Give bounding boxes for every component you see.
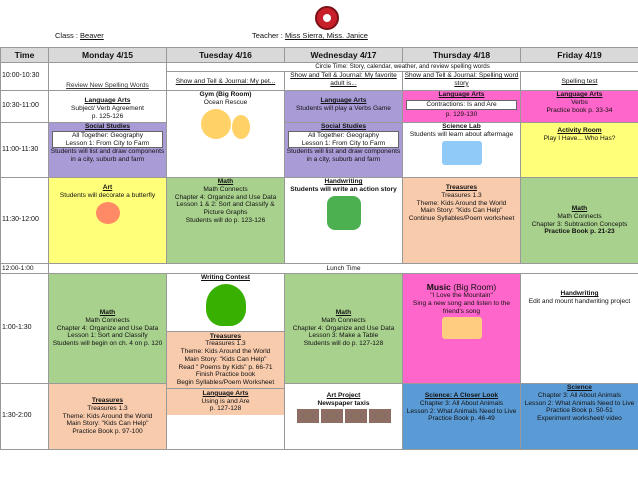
fri-r3-line1: Play I Have... Who Has? bbox=[543, 134, 616, 142]
thu-r2-line1: Contractions: Is and Are bbox=[406, 100, 517, 110]
taxi-photo-3-icon bbox=[345, 409, 367, 423]
time-cell: 10:00-10:30 bbox=[1, 63, 49, 91]
wed-r4-line1: Students will write an action story bbox=[290, 185, 397, 193]
wed-r5-line4: Students will do p. 127-128 bbox=[303, 340, 384, 348]
mon-r6-line3: Main Story: "Kids Can Help" bbox=[66, 420, 149, 428]
science-lab-icon bbox=[442, 141, 482, 165]
mon-r3-cell bbox=[49, 123, 167, 178]
mon-r4-cell bbox=[49, 178, 167, 264]
mon-r2-cell bbox=[49, 91, 167, 123]
gym-kid-icon bbox=[232, 115, 250, 139]
fri-r4-cell bbox=[521, 178, 638, 264]
tue2-r5-line5: Finish Practice book bbox=[195, 371, 256, 379]
mon-r5-line3: Lesson 1: Sort and Classify bbox=[67, 332, 148, 340]
tue-r3-line2: Chapter 4: Organize and Use Data bbox=[174, 193, 277, 201]
mon-r5-cell bbox=[49, 274, 167, 384]
thu-r2-cell bbox=[403, 91, 521, 123]
wed-r2-line1: Students will play a Verbs Game bbox=[296, 104, 391, 112]
tue-r5-treasures bbox=[167, 331, 284, 388]
fri-r6-line1: Chapter 3: All About Animals bbox=[537, 391, 622, 399]
tue-r6-line2: p. 127-128 bbox=[209, 405, 242, 413]
wed-r3-title: Social Studies bbox=[320, 123, 367, 130]
class-label-text: Class : bbox=[55, 31, 81, 40]
tue-r3-title: Math bbox=[217, 178, 234, 185]
taxi-photo-2-icon bbox=[321, 409, 343, 423]
thu-r5-title: Music bbox=[426, 282, 451, 292]
butterfly-icon bbox=[96, 202, 120, 224]
thu-r6-line1: Chapter 3: All About Animals bbox=[419, 399, 504, 407]
tue-r1-text: Show and Tell & Journal: My pet... bbox=[167, 72, 285, 90]
table-row bbox=[1, 91, 638, 123]
mon-r3-title: Social Studies bbox=[84, 123, 131, 130]
wed-r4-cell bbox=[285, 178, 403, 264]
kids-playing-icon bbox=[201, 109, 231, 139]
col-header-friday: Friday 4/19 bbox=[521, 48, 638, 63]
lunch-cell: Lunch Time bbox=[49, 264, 638, 274]
tue2-r5-line4: Read " Poems by Kids" p. 66-71 bbox=[178, 363, 273, 371]
pencil-character-icon bbox=[327, 196, 361, 230]
music-kids-icon bbox=[442, 317, 482, 339]
wed-r3-line2: Lesson 1: From City to Farm bbox=[301, 139, 386, 147]
wed-r6-line1: Newspaper taxis bbox=[317, 399, 370, 407]
mon-r4-line1: Students will decorate a butterfly bbox=[59, 191, 156, 199]
class-label bbox=[55, 31, 104, 40]
thu-r4-line1: Treasures 1.3 bbox=[441, 191, 482, 199]
mon-r5-line4: Students will begin on ch. 4 on p. 120 bbox=[52, 340, 163, 348]
mon-r6-line2: Theme: Kids Around the World bbox=[62, 412, 153, 420]
mon-r5-title: Math bbox=[99, 309, 116, 317]
table-row bbox=[1, 123, 638, 178]
fri-r3-title: Activity Room bbox=[557, 127, 602, 134]
teacher-label bbox=[252, 31, 368, 40]
thu-r2-line2: p. 129-130 bbox=[445, 110, 478, 118]
frog-writer-icon bbox=[206, 284, 246, 326]
mon-r5-line2: Chapter 4: Organize and Use Data bbox=[56, 324, 159, 332]
wed-r5-title: Math bbox=[335, 309, 352, 317]
tue-r2-title: Gym (Big Room) bbox=[199, 91, 252, 98]
fri-r4-line2: Chapter 3: Subtraction Concepts bbox=[531, 220, 628, 228]
wed-r3-cell bbox=[285, 123, 403, 178]
wed-r6-cell bbox=[285, 384, 403, 450]
wed-r5-line3: Lesson 3: Make a Table bbox=[308, 332, 379, 340]
fri-r2-line1: Verbs bbox=[571, 98, 588, 106]
tue-r3-line1: Math Connects bbox=[203, 185, 248, 193]
fri-r6-title: Science bbox=[567, 384, 592, 391]
thu-r3-cell bbox=[403, 123, 521, 178]
wed-r2-cell bbox=[285, 91, 403, 123]
thu-r5-line2: Sing a new song and listen to the friend's song bbox=[412, 299, 511, 315]
thu-r6-line3: Practice Book p. 46-49 bbox=[428, 415, 495, 423]
table-row bbox=[1, 384, 638, 450]
mon-r3-line3: Students will list and draw components in a city, suburb and farm bbox=[50, 148, 165, 164]
wed-r5-cell bbox=[285, 274, 403, 384]
fri-r6-cell bbox=[521, 384, 638, 450]
mon-r6-line1: Treasures 1.3 bbox=[87, 404, 128, 412]
tue-r2-line1: Ocean Rescue bbox=[203, 98, 248, 106]
fri-r4-line3: Practice Book p. 21-23 bbox=[544, 228, 615, 236]
tue-r3-cell bbox=[167, 178, 285, 264]
thu-r3-title: Science Lab bbox=[442, 123, 481, 130]
wed-r2-title: Language Arts bbox=[320, 97, 367, 104]
class-name: Beaver bbox=[80, 31, 104, 40]
fri-r5-title: Handwriting bbox=[560, 290, 599, 297]
tue-r2-cell bbox=[167, 91, 285, 178]
thu-r6-cell bbox=[403, 384, 521, 450]
tue2-r5-line3: Main Story: "Kids Can Help" bbox=[184, 355, 267, 363]
time-cell: 11:30-12:00 bbox=[1, 178, 49, 264]
tue2-r5-line1: Treasures 1.3 bbox=[205, 340, 246, 348]
table-row bbox=[1, 274, 638, 384]
thu-r4-line3: Main Story: "Kids Can Help" bbox=[420, 207, 503, 215]
fri-r4-line1: Math Connects bbox=[557, 212, 602, 220]
thu-r5-title2: (Big Room) bbox=[450, 282, 497, 292]
circle-time-cell bbox=[167, 63, 638, 91]
mon-r5-line1: Math Connects bbox=[85, 316, 130, 324]
tue-r5-title: Writing Contest bbox=[201, 274, 250, 281]
mon-r3-line1: All Together: Geography bbox=[72, 131, 143, 139]
wed-r5-line2: Chapter 4: Organize and Use Data bbox=[292, 324, 395, 332]
tue-r5-cell bbox=[167, 274, 285, 450]
wed-r3-line1: All Together: Geography bbox=[308, 131, 379, 139]
mon-r1-text: Review New Spelling Words bbox=[66, 82, 149, 90]
mon-r2-title: Language Arts bbox=[84, 97, 131, 104]
taxi-photo-1-icon bbox=[297, 409, 319, 423]
circle-time-text: Circle Time: Story, calendar, weather, and review spelling words bbox=[167, 63, 638, 72]
fri-r2-cell bbox=[521, 91, 638, 123]
mon-r2-line1: Subject/ Verb Agreement bbox=[71, 104, 144, 112]
fri-r6-line3: Practice Book p. 50-51 bbox=[546, 407, 613, 415]
thu-r5-line1: "I Love the Mountain" bbox=[430, 292, 493, 300]
time-cell: 11:00-11:30 bbox=[1, 123, 49, 178]
table-row bbox=[1, 63, 638, 91]
tue-r3-line3: Lesson 1 & 2: Sort and Classify & Picture Graphs bbox=[176, 201, 275, 217]
time-cell: 1:30-2:00 bbox=[1, 384, 49, 450]
fri-r6-line4: Experiment worksheet/ video bbox=[537, 415, 622, 423]
fri-r2-title: Language Arts bbox=[556, 91, 603, 98]
mon-r4-title: Art bbox=[102, 184, 113, 191]
mon-r3-box bbox=[52, 131, 163, 149]
tue2-r5-line6: Begin Syllables/Poem Worksheet bbox=[176, 379, 275, 387]
thu-r4-cell bbox=[403, 178, 521, 264]
taxi-photo-4-icon bbox=[369, 409, 391, 423]
thu-r4-title: Treasures bbox=[445, 184, 478, 191]
tue2-r5-line2: Theme: Kids Around the World bbox=[180, 348, 271, 356]
table-row bbox=[1, 178, 638, 264]
lunch-row bbox=[1, 264, 638, 274]
wed-r5-line1: Math Connects bbox=[321, 316, 366, 324]
wed-r3-box bbox=[288, 131, 399, 149]
tue-r6-title: Language Arts bbox=[202, 389, 249, 397]
fri-r1-text: Spelling test bbox=[561, 78, 598, 85]
col-header-monday: Monday 4/15 bbox=[49, 48, 167, 63]
wed-r1-text: Show and Tell & Journal: My favorite adult is... bbox=[285, 72, 403, 90]
tue-r6-langarts bbox=[167, 388, 284, 415]
thu-r4-line4: Continue Syllables/Poem worksheet bbox=[408, 215, 515, 223]
mon-r6-line4: Practice Book p. 97-100 bbox=[72, 428, 143, 436]
wed-r6-title: Art Project bbox=[326, 392, 361, 399]
time-cell: 1:00-1:30 bbox=[1, 274, 49, 384]
fri-r2-line2: Practice book p. 33-34 bbox=[546, 106, 613, 114]
wed-r4-title: Handwriting bbox=[324, 178, 363, 185]
col-header-wednesday: Wednesday 4/17 bbox=[285, 48, 403, 63]
mon-r1-cell bbox=[49, 63, 167, 91]
weekly-schedule-table bbox=[0, 47, 638, 450]
thu-r2-title: Language Arts bbox=[438, 91, 485, 98]
time-cell: 10:30-11:00 bbox=[1, 91, 49, 123]
fri-r5-cell bbox=[521, 274, 638, 384]
thu-r1-text: Show and Tell & Journal: Spelling word story bbox=[403, 72, 521, 90]
wed-r3-line3: Students will list and draw components in a city, suburb and farm bbox=[286, 148, 401, 164]
mon-r3-line2: Lesson 1: From City to Farm bbox=[65, 139, 150, 147]
thu-r5-cell bbox=[403, 274, 521, 384]
teacher-name: Miss Sierra, Miss. Janice bbox=[284, 31, 368, 40]
tue-r3-line4: Students will do p. 123-126 bbox=[185, 216, 266, 224]
thu-r6-title: Science: A Closer Look bbox=[424, 392, 499, 399]
col-header-tuesday: Tuesday 4/16 bbox=[167, 48, 285, 63]
teacher-label-text: Teacher : bbox=[252, 31, 285, 40]
fri-r4-title: Math bbox=[571, 204, 588, 212]
thu-r6-line2: Lesson 2: What Animals Need to Live bbox=[406, 407, 517, 415]
tue2-r5-title: Treasures bbox=[209, 332, 242, 340]
tue-r6-line1: Using is and Are bbox=[201, 397, 250, 405]
fri-r6-line2: Lesson 2: What Animals Need to Live bbox=[524, 399, 635, 407]
time-cell: 12:00-1:00 bbox=[1, 264, 49, 274]
fri-r3-cell bbox=[521, 123, 638, 178]
mon-r6-title: Treasures bbox=[91, 397, 124, 405]
thu-r4-line2: Theme: Kids Around the World bbox=[416, 199, 507, 207]
mon-r2-line2: p. 125-126 bbox=[91, 112, 124, 120]
col-header-time: Time bbox=[1, 48, 49, 63]
col-header-thursday: Thursday 4/18 bbox=[403, 48, 521, 63]
thu-r3-line1: Students will learn about aftermage bbox=[409, 130, 514, 138]
header-row bbox=[1, 48, 638, 63]
fri-r5-line1: Edit and mount handwriting project bbox=[528, 297, 631, 305]
mon-r6-cell bbox=[49, 384, 167, 450]
school-logo bbox=[315, 6, 339, 30]
